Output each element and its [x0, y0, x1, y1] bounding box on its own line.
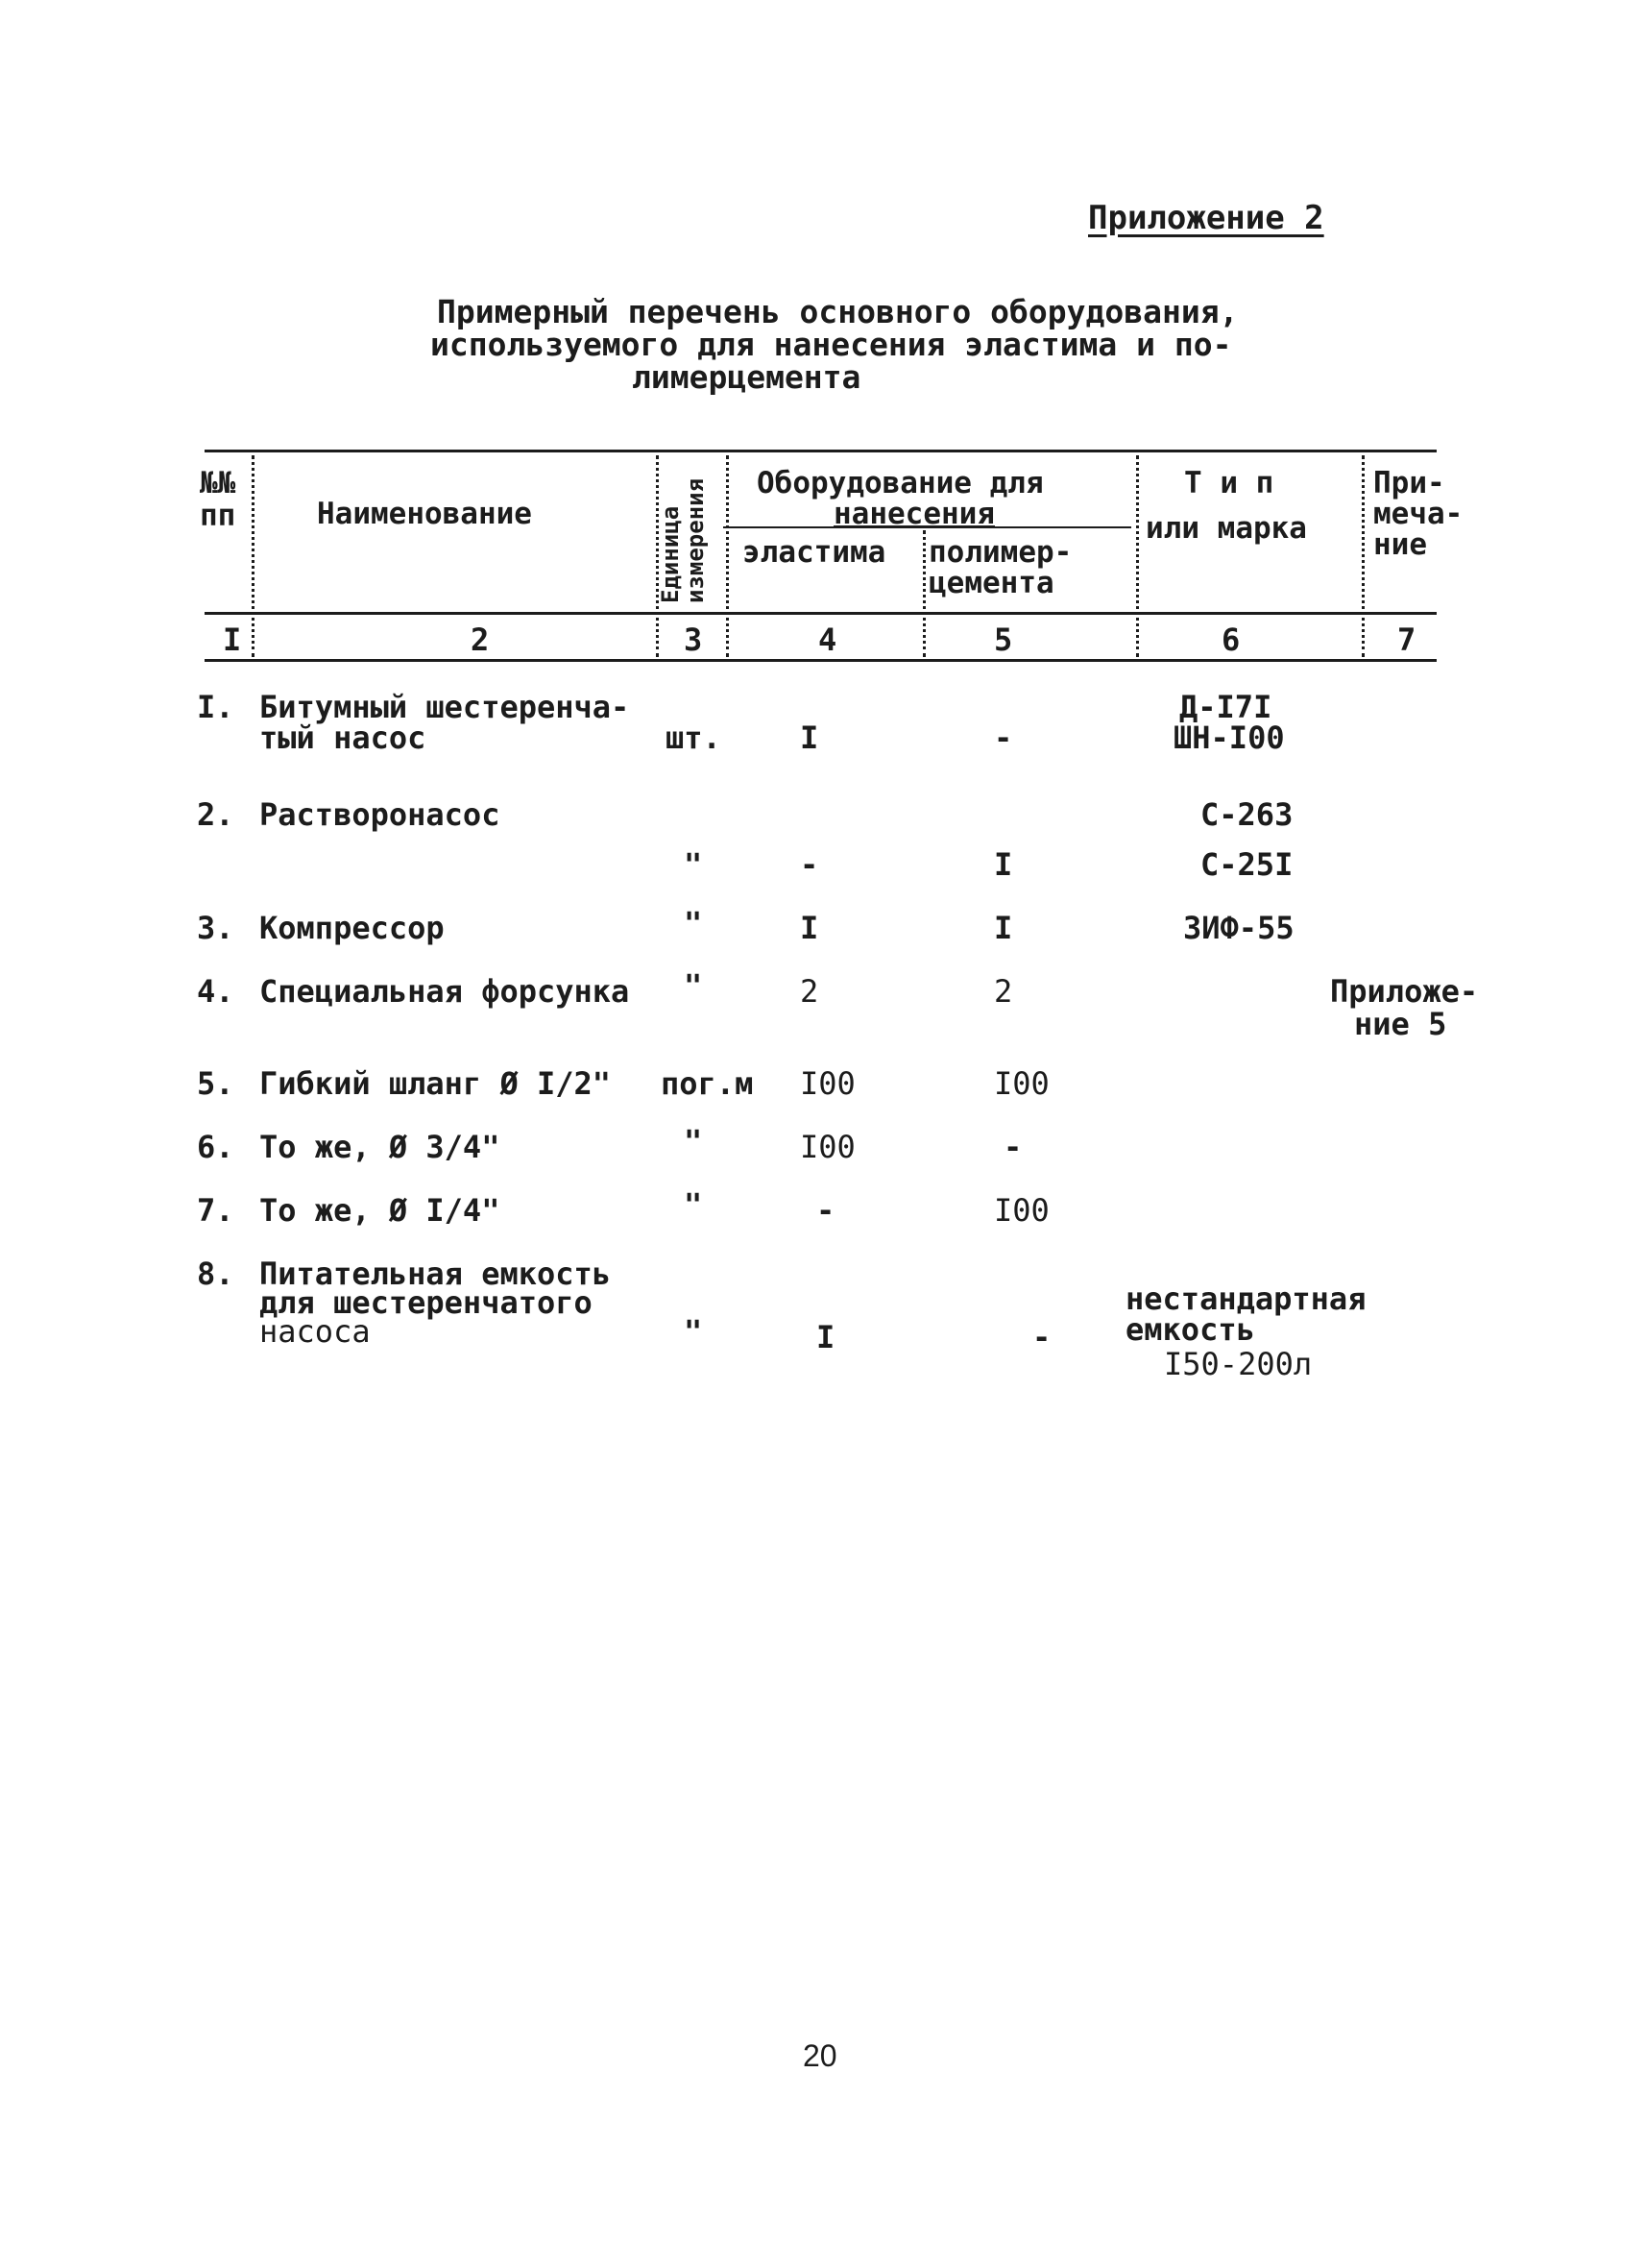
row-1-elastim: I — [800, 719, 819, 756]
colnum-7: 7 — [1397, 622, 1416, 658]
page-number: 20 — [803, 2038, 837, 2073]
row-5-unit: пог.м — [661, 1065, 754, 1102]
row-2-name: Растворонасос — [259, 796, 500, 833]
row-5-name: Гибкий шланг Ø I/2" — [259, 1065, 612, 1102]
row-2-num: 2. — [197, 796, 234, 833]
row-1-unit: шт. — [666, 719, 721, 756]
col-sep-5 — [1136, 455, 1139, 657]
row-7-unit: " — [684, 1186, 703, 1223]
header-elastim: эластима — [742, 535, 886, 570]
row-2-type: С-263 — [1200, 796, 1294, 833]
row-8-type-1: нестандартная — [1126, 1280, 1367, 1317]
header-type-2: или марка — [1146, 511, 1307, 546]
row-2b-elastim: - — [800, 846, 819, 883]
row-8-num: 8. — [197, 1256, 234, 1292]
row-4-unit: " — [684, 967, 703, 1004]
header-unit-line-2: измерения — [682, 477, 709, 603]
col-sep-3 — [726, 455, 729, 657]
row-1-polymer: - — [994, 719, 1013, 756]
document-title-line-3: лимерцемента — [632, 358, 861, 396]
row-1-name-1: Битумный шестеренча- — [259, 689, 630, 725]
row-4-polymer: 2 — [994, 973, 1013, 1010]
row-7-polymer: I00 — [994, 1192, 1050, 1229]
row-1-num: I. — [197, 689, 234, 725]
header-equipment-2: нанесения — [834, 497, 995, 531]
row-5-num: 5. — [197, 1065, 234, 1102]
row-7-elastim: - — [816, 1192, 835, 1229]
header-equipment-1: Оборудование для — [757, 466, 1044, 500]
document-title-line-1: Примерный перечень основного оборудования, — [437, 293, 1239, 330]
row-5-polymer: I00 — [994, 1065, 1050, 1102]
header-num-1: №№ — [200, 466, 236, 500]
row-4-elastim: 2 — [800, 973, 819, 1010]
header-note-2: меча- — [1373, 497, 1464, 531]
document-title-line-2: используемого для нанесения эластима и по- — [430, 326, 1232, 363]
row-3-unit: " — [684, 905, 703, 941]
row-1-type-2: ШН-I00 — [1174, 719, 1285, 756]
header-polymer-1: полимер- — [929, 535, 1073, 570]
table-top-rule — [205, 450, 1437, 452]
row-2b-type: С-25I — [1200, 846, 1294, 883]
row-4-name: Специальная форсунка — [259, 973, 630, 1010]
row-8-polymer: - — [1032, 1319, 1052, 1355]
row-3-polymer: I — [994, 910, 1013, 946]
header-type-1: Т и п — [1184, 466, 1274, 500]
row-5-elastim: I00 — [800, 1065, 856, 1102]
row-3-name: Компрессор — [259, 910, 445, 946]
row-2b-unit: " — [684, 846, 703, 883]
header-polymer-2: цемента — [929, 566, 1054, 600]
col-sep-4 — [923, 530, 926, 657]
row-8-name-1: Питательная емкость — [259, 1256, 612, 1292]
row-8-unit: " — [684, 1313, 703, 1350]
row-1-type-1: Д-I7I — [1179, 689, 1272, 725]
row-4-num: 4. — [197, 973, 234, 1010]
header-num-2: пп — [200, 499, 236, 533]
row-2b-polymer: I — [994, 846, 1013, 883]
row-1-name-2: тый насос — [259, 719, 426, 756]
colnum-4: 4 — [818, 622, 837, 658]
row-6-num: 6. — [197, 1129, 234, 1165]
row-6-elastim: I00 — [800, 1129, 856, 1165]
row-3-num: 3. — [197, 910, 234, 946]
header-unit-line-1: Единица — [657, 505, 684, 603]
row-3-type: ЗИФ-55 — [1183, 910, 1295, 946]
row-8-elastim: I — [816, 1319, 835, 1355]
row-7-name: То же, Ø I/4" — [259, 1192, 500, 1229]
col-sep-6 — [1362, 455, 1365, 657]
header-name: Наименование — [317, 497, 532, 531]
colnum-1: I — [223, 622, 242, 658]
appendix-label: Приложение 2 — [1088, 199, 1324, 237]
header-note-1: При- — [1373, 466, 1445, 500]
row-3-elastim: I — [800, 910, 819, 946]
row-8-name-3: насоса — [259, 1313, 371, 1350]
colnum-6: 6 — [1222, 622, 1241, 658]
row-4-note-2: ние 5 — [1354, 1006, 1447, 1042]
row-6-name: То же, Ø 3/4" — [259, 1129, 500, 1165]
colnum-5: 5 — [994, 622, 1013, 658]
colnum-3: 3 — [684, 622, 703, 658]
header-bottom-rule — [205, 612, 1437, 615]
row-7-num: 7. — [197, 1192, 234, 1229]
row-8-type-3: I50-200л — [1164, 1346, 1313, 1382]
row-6-polymer: - — [1004, 1129, 1023, 1165]
row-8-name-2: для шестеренчатого — [259, 1284, 593, 1321]
row-8-type-2: емкость — [1126, 1311, 1255, 1348]
column-numbers-rule — [205, 659, 1437, 662]
col-sep-1 — [252, 455, 254, 657]
row-6-unit: " — [684, 1123, 703, 1159]
colnum-2: 2 — [471, 622, 490, 658]
header-note-3: ние — [1373, 527, 1427, 562]
row-4-note-1: Приложе- — [1330, 973, 1479, 1010]
